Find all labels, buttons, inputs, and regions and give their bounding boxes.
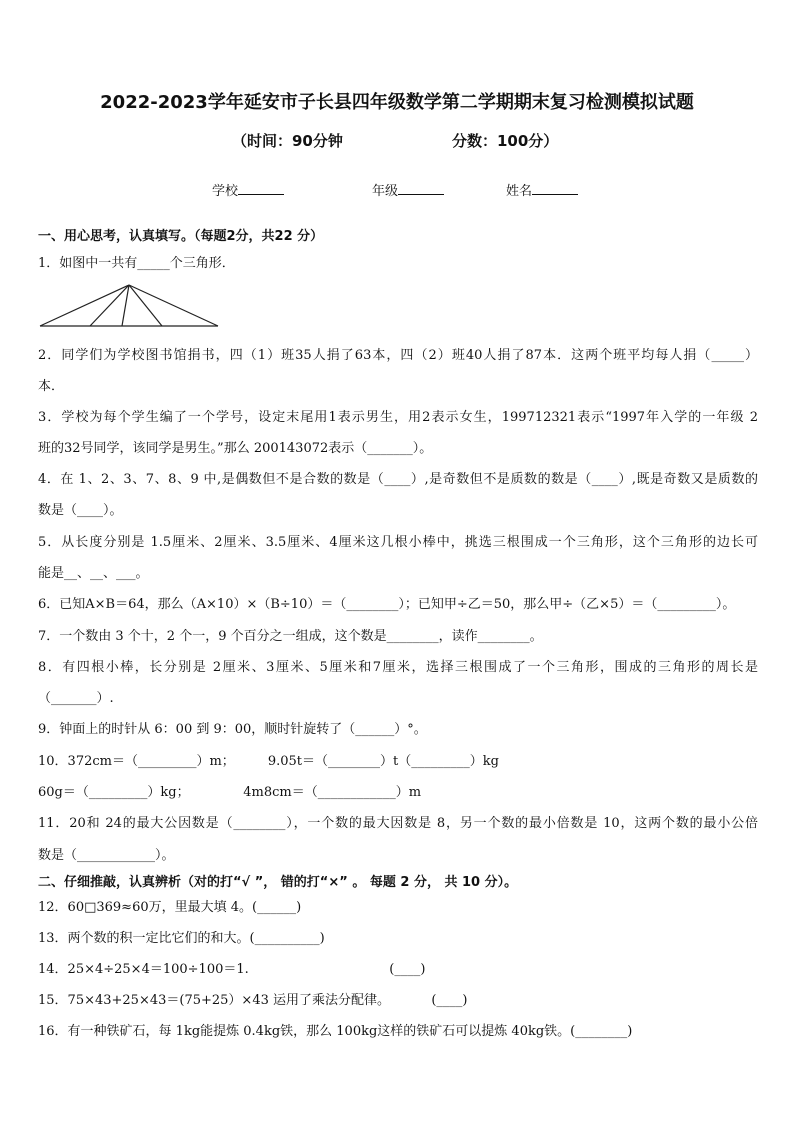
question-15: 15．75×43+25×43＝(75+25）×43 运用了乘法分配律。 (____) [38,993,468,1008]
question-8-line-2: （_______）. [38,691,114,706]
name-label: 姓名 [506,184,533,199]
grade-field [372,180,444,199]
school-blank[interactable] [238,182,284,195]
question-14: 14．25×4÷25×4＝100÷100＝1. (____) [38,962,426,977]
school-label: 学校 [212,184,239,199]
grade-label: 年级 [372,184,399,199]
question-6: 6．已知A×B＝64，那么（A×10）×（B÷10）＝（________）；已知甲÷乙＝50，那么甲÷（乙×5）＝（_________）。 [38,597,736,612]
grade-blank[interactable] [398,182,444,195]
question-11-line-2: 数是（____________）。 [38,848,175,863]
name-field [506,180,578,199]
question-5-line-1: 5．从长度分别是 1.5厘米、2厘米、3.5厘米、4厘米这几根小棒中，挑选三根围成一个三角形，这个三角形的边长可 [38,535,758,550]
question-16: 16．有一种铁矿石，每 1kg能提炼 0.4kg铁，那么 100kg这样的铁矿石可以提炼 40kg铁。(________) [38,1024,633,1039]
question-4-line-2: 数是（____）。 [38,503,123,518]
question-11-line-1: 11．20和 24的最大公因数是（________），一个数的最大因数是 8，另一个数的最小倍数是 10，这两个数的最小公倍 [38,816,758,831]
question-8-line-1: 8．有四根小棒，长分别是 2厘米、3厘米、5厘米和7厘米，选择三根围成了一个三角形，围成的三角形的周长是 [38,660,758,675]
question-4-line-1: 4．在 1、2、3、7、8、9 中,是偶数但不是合数的数是（____）,是奇数但不是质数的数是（____）,既是奇数又是质数的 [38,472,758,487]
triangle-figure [38,282,222,328]
triangle-inner-line-3 [129,285,162,326]
question-3-line-2: 班的32号同学，该同学是男生。”那么 200143072表示（_______）。 [38,441,433,456]
question-10-line-1: 10．372cm＝（_________）m； 9.05t＝（________）t（_________）kg [38,754,499,769]
section-1-heading: 一、用心思考，认真填写。（每题2分，共22 分） [38,229,324,244]
question-3-line-1: 3．学校为每个学生编了一个学号，设定末尾用1表示男生，用2表示女生，199712321表示“1997年入学的一年级 2 [38,410,758,425]
question-5-line-2: 能是__、__、___。 [38,566,149,581]
question-10-line-2: 60g＝（_________）kg； 4m8cm＝（____________）m [38,785,422,800]
school-field [212,180,284,199]
section-2-heading: 二、仔细推敲，认真辨析（对的打“√ ”， 错的打“×” 。 每题 2 分， 共 10 分）。 [38,875,518,890]
question-12: 12．60□369≈60万，里最大填 4。(______) [38,900,302,915]
triangle-left-side [40,285,129,326]
question-7: 7．一个数由 3 个十，2 个一，9 个百分之一组成，这个数是________，读作________。 [38,629,543,644]
page-title: 2022-2023学年延安市子长县四年级数学第二学期期末复习检测模拟试题 [100,92,694,113]
question-1: 1．如图中一共有_____个三角形． [38,256,235,271]
question-9: 9．钟面上的时针从 6：00 到 9：00，顺时针旋转了（______）°。 [38,722,427,737]
question-2-line-2: 本． [38,379,65,394]
question-13: 13．两个数的积一定比它们的和大。(__________) [38,931,325,946]
exam-score: 分数：100分） [452,132,559,150]
exam-time: （时间：90分钟 [232,132,343,150]
triangle-right-side [129,285,218,326]
question-2-line-1: 2．同学们为学校图书馆捐书，四（1）班35人捐了63本，四（2）班40人捐了87本．这两个班平均每人捐（_____） [38,348,758,363]
name-blank[interactable] [532,182,578,195]
